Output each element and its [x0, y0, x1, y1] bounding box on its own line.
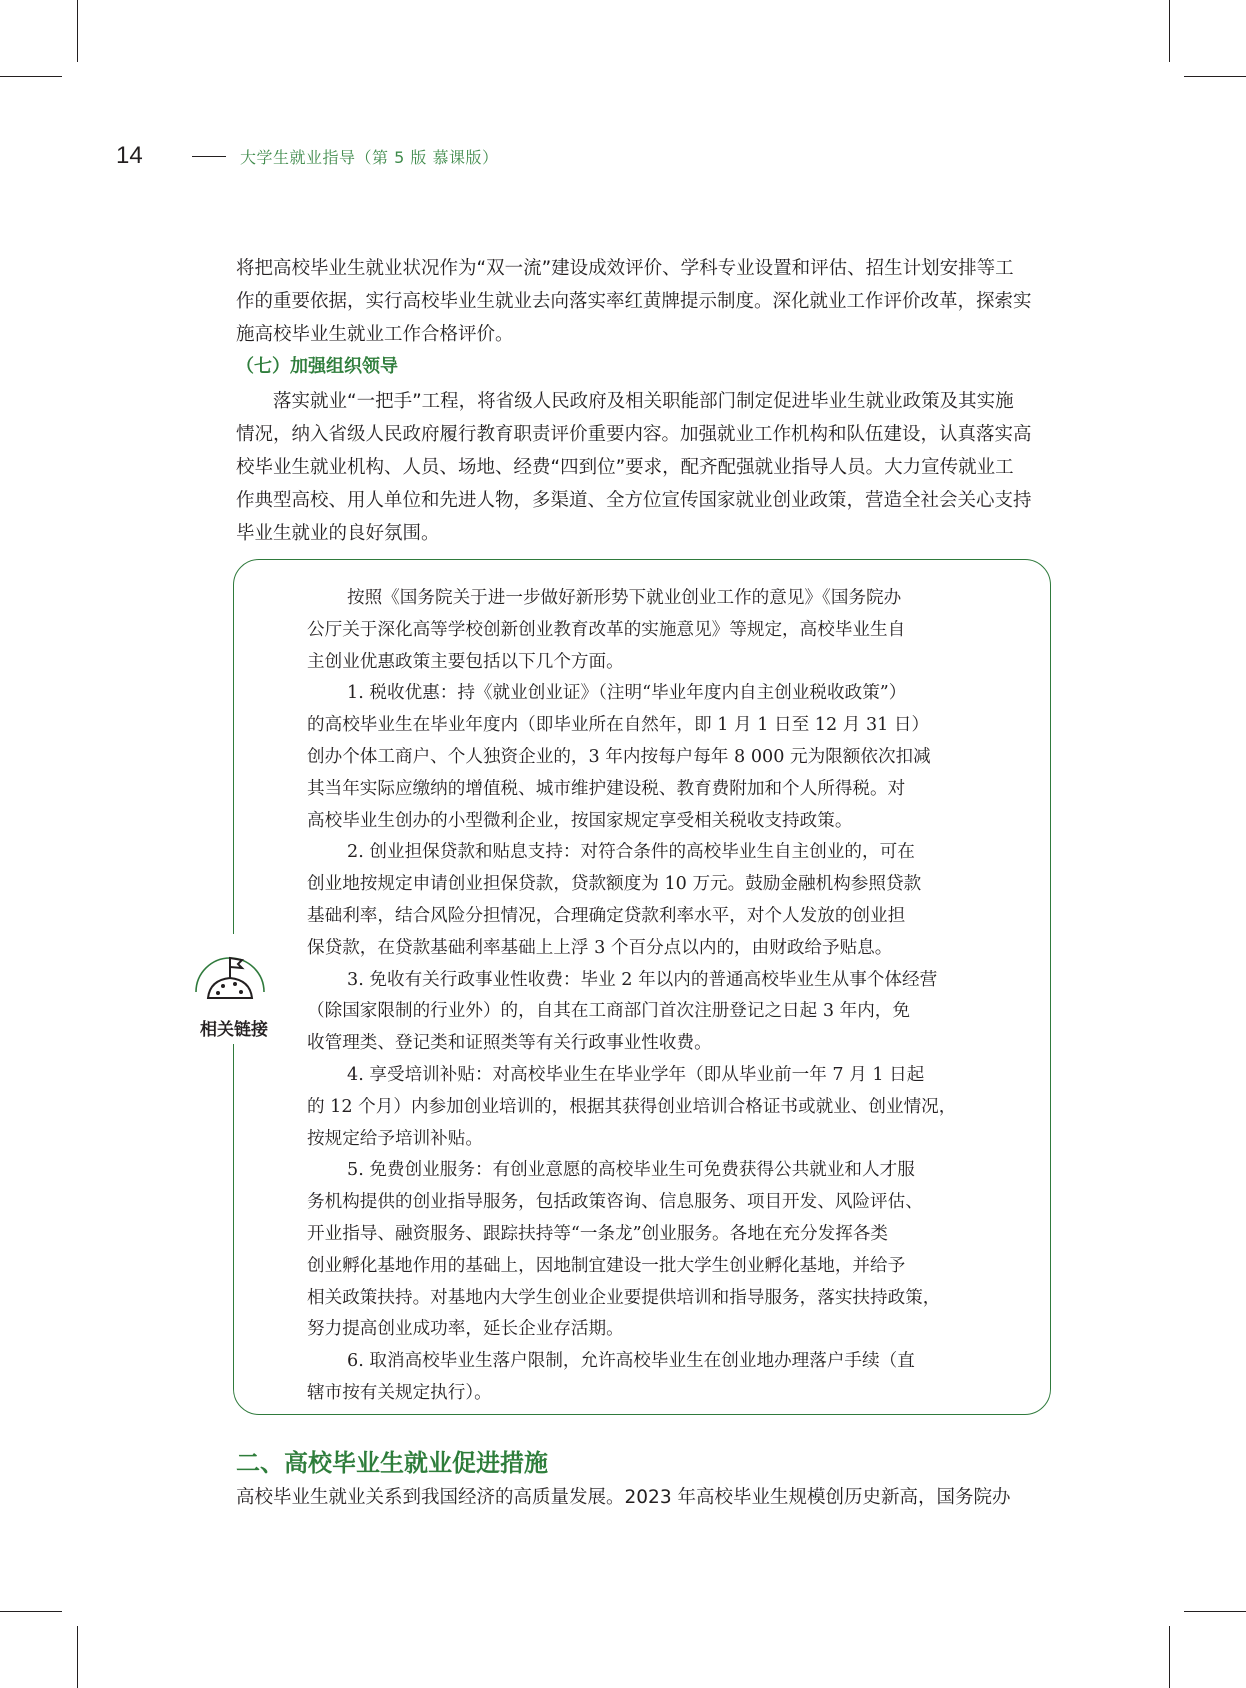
text-line: 按照《国务院关于进一步做好新形势下就业创业工作的意见》《国务院办 [347, 588, 902, 608]
page-number: 14 [116, 142, 143, 169]
text-line: 辖市按有关规定执行）。 [307, 1382, 492, 1403]
text-line: 相关政策扶持。对基地内大学生创业企业要提供培训和指导服务，落实扶持政策， [307, 1287, 941, 1308]
text-line: 毕业生就业的良好氛围。 [236, 523, 440, 544]
text-line: 的 12 个月）内参加创业培训的，根据其获得创业培训合格证书或就业、创业情况， [307, 1096, 957, 1117]
flag-hill-icon [190, 934, 270, 1014]
text-line: 按规定给予培训补贴。 [307, 1128, 483, 1149]
crop-mark [1169, 0, 1170, 62]
related-link-content [307, 583, 1027, 1410]
text-line: 创办个体工商户、个人独资企业的，3 年内按每户每年 8 000 元为限额依次扣减 [307, 746, 931, 767]
text-line: （除国家限制的行业外）的，自其在工商部门首次注册登记之日起 3 年内，免 [307, 1001, 910, 1022]
text-line: 其当年实际应缴纳的增值税、城市维护建设税、教育费附加和个人所得税。对 [307, 778, 906, 799]
text-line: 务机构提供的创业指导服务，包括政策咨询、信息服务、项目开发、风险评估、 [307, 1192, 923, 1213]
crop-mark [0, 1611, 62, 1612]
text-line: 作典型高校、用人单位和先进人物，多渠道、全方位宣传国家就业创业政策，营造全社会关心支持 [236, 490, 1032, 511]
text-line: 保贷款，在贷款基础利率基础上上浮 3 个百分点以内的，由财政给予贴息。 [307, 937, 893, 958]
crop-mark [77, 1626, 78, 1688]
book-title: 大学生就业指导（第 5 版 慕课版） [240, 147, 499, 167]
text-line: 4. 享受培训补贴：对高校毕业生在毕业学年（即从毕业前一年 7 月 1 日起 [347, 1064, 925, 1085]
text-line: 高校毕业生创办的小型微利企业，按国家规定享受相关税收支持政策。 [307, 810, 853, 831]
text-line: 6. 取消高校毕业生落户限制，允许高校毕业生在创业地办理落户手续（直 [347, 1351, 915, 1372]
text-line: 基础利率，结合风险分担情况，合理确定贷款利率水平，对个人发放的创业担 [307, 905, 906, 926]
text-line: 高校毕业生就业关系到我国经济的高质量发展。2023 年高校毕业生规模创历史新高，国务院办 [236, 1487, 1011, 1508]
text-line: 作的重要依据，实行高校毕业生就业去向落实率红黄牌提示制度。深化就业工作评价改革，探索实 [236, 291, 1032, 312]
text-line: 1. 税收优惠：持《就业创业证》（注明“毕业年度内自主创业税收政策”） [347, 683, 907, 704]
section-seven-paragraph [236, 385, 1052, 550]
text-line: 创业孵化基地作用的基础上，因地制宜建设一批大学生创业孵化基地，并给予 [307, 1255, 906, 1276]
text-line: 将把高校毕业生就业状况作为“双一流”建设成效评价、学科专业设置和评估、招生计划安排等工 [236, 258, 1014, 279]
crop-mark [77, 0, 78, 62]
related-link-label: 相关链接 [200, 1020, 268, 1040]
text-line: 落实就业“一把手”工程，将省级人民政府及相关职能部门制定促进毕业生就业政策及其实施 [273, 391, 1014, 412]
section-heading-two: 二、高校毕业生就业促进措施 [236, 1448, 548, 1477]
intro-paragraph [236, 252, 1052, 351]
section-heading-seven: （七）加强组织领导 [236, 356, 398, 377]
header-rule [192, 156, 226, 157]
text-line: 5. 免费创业服务：有创业意愿的高校毕业生可免费获得公共就业和人才服 [347, 1160, 915, 1181]
text-line: 校毕业生就业机构、人员、场地、经费“四到位”要求，配齐配强就业指导人员。大力宣传就业工 [236, 457, 1014, 478]
text-line: 创业地按规定申请创业担保贷款，贷款额度为 10 万元。鼓励金融机构参照贷款 [307, 874, 922, 895]
running-header [116, 140, 498, 172]
crop-mark [1169, 1626, 1170, 1688]
text-line: 3. 免收有关行政事业性收费：毕业 2 年以内的普通高校毕业生从事个体经营 [347, 969, 938, 990]
section-two-paragraph [236, 1481, 1052, 1514]
text-line: 施高校毕业生就业工作合格评价。 [236, 324, 514, 345]
crop-mark [0, 76, 62, 77]
crop-mark [1184, 76, 1246, 77]
text-line: 收管理类、登记类和证照类等有关行政事业性收费。 [307, 1033, 712, 1054]
text-line: 开业指导、融资服务、跟踪扶持等“一条龙”创业服务。各地在充分发挥各类 [307, 1223, 888, 1244]
text-line: 2. 创业担保贷款和贴息支持：对符合条件的高校毕业生自主创业的，可在 [347, 842, 915, 863]
text-line: 情况，纳入省级人民政府履行教育职责评价重要内容。加强就业工作机构和队伍建设，认真落实高 [236, 424, 1032, 445]
text-line: 努力提高创业成功率，延长企业存活期。 [307, 1319, 624, 1340]
crop-mark [1184, 1611, 1246, 1612]
text-line: 公厅关于深化高等学校创新创业教育改革的实施意见》等规定，高校毕业生自 [307, 619, 906, 640]
text-line: 主创业优惠政策主要包括以下几个方面。 [307, 651, 624, 672]
text-line: 的高校毕业生在毕业年度内（即毕业所在自然年，即 1 月 1 日至 12 月 31 日） [307, 715, 930, 736]
